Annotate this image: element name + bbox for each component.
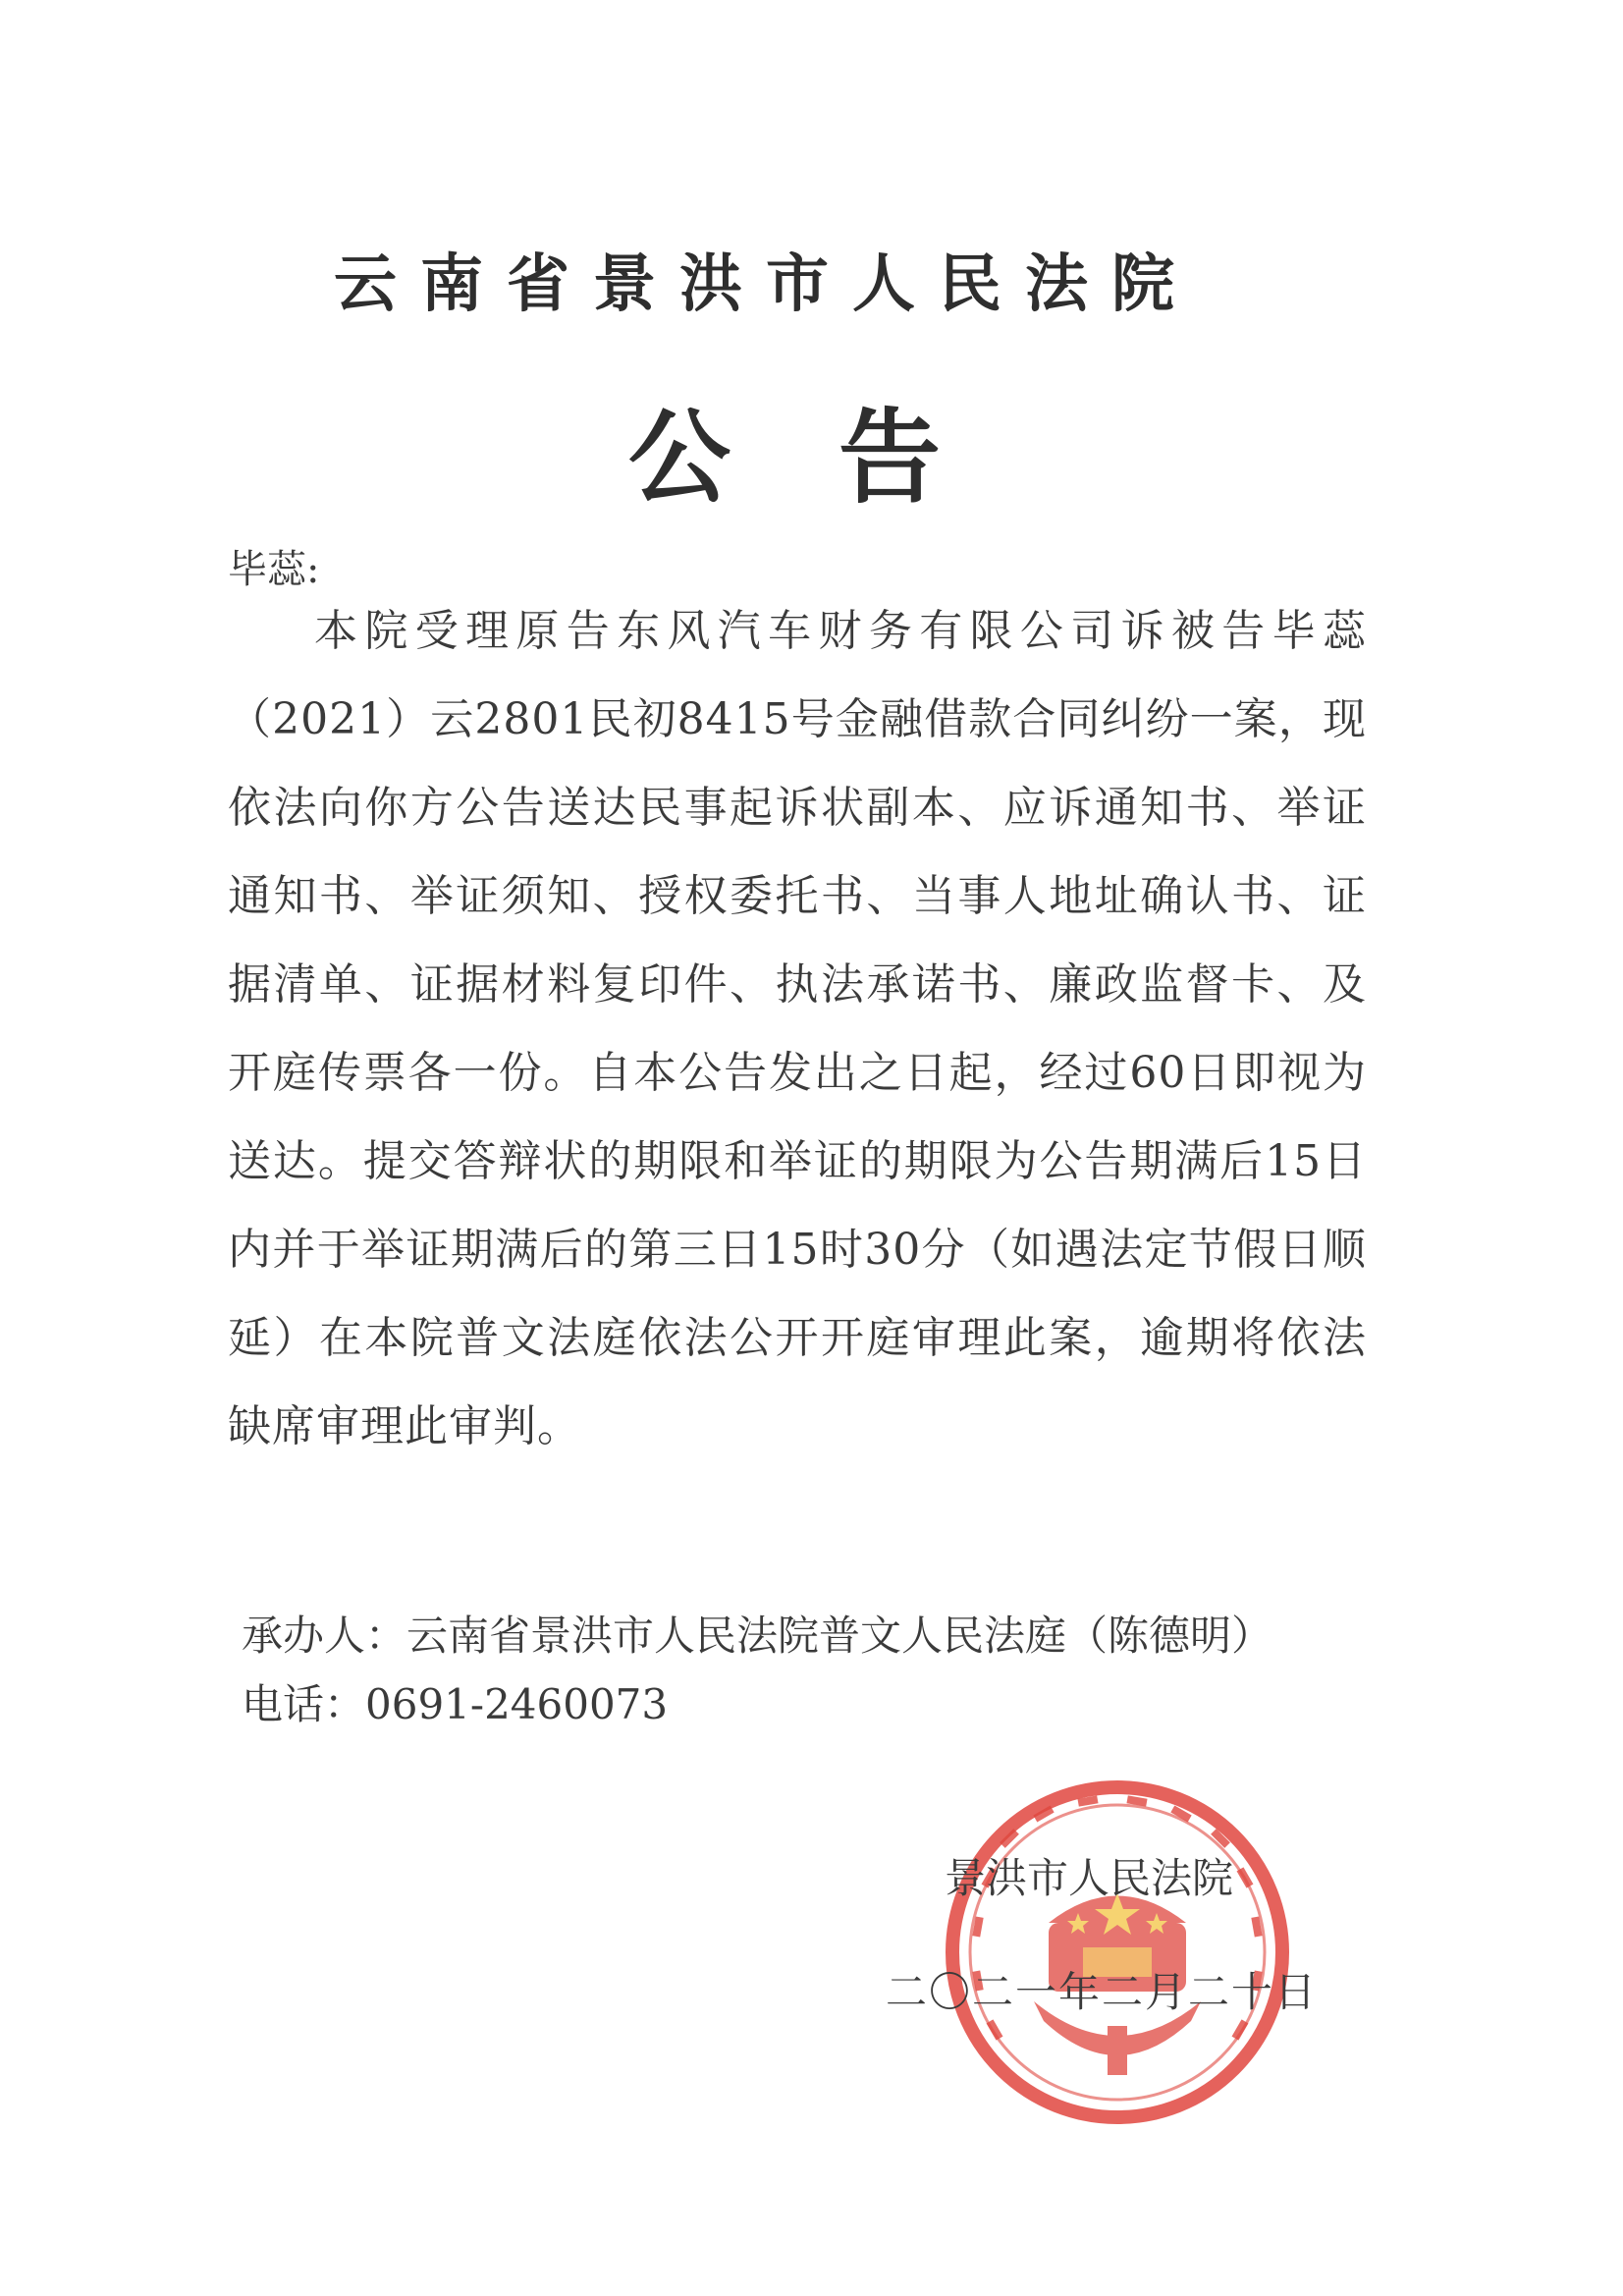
notice-body — [228, 587, 1367, 1471]
addressee: 毕蕊: — [228, 547, 320, 592]
court-name: 云南省景洪市人民法院 — [334, 247, 1198, 321]
handler-line: 承办人：云南省景洪市人民法院普文人民法庭（陈德明） — [242, 1612, 1273, 1660]
notice-body-paragraph: 本院受理原告东风汽车财务有限公司诉被告毕蕊（2021）云2801民初8415号金融借款合同纠纷一案，现依法向你方公告送达民事起诉状副本、应诉通知书、举证通知书、举证须知、授权委托书、当事人地址确认书、证据清单、证据材料复印件、执法承诺书、廉政监督卡、及开庭传票各一份。自本公告发出之日起，经过60日即视为送达。提交答辩状的期限和举证的期限为公告期满后15日内并于举证期满后的第三日15时30分（如遇法定节假日顺延）在本院普文法庭依法公开开庭审理此案，逾期将依法缺席审理此审判。 — [228, 606, 1367, 1451]
signature-organization: 景洪市人民法院 — [945, 1854, 1234, 1902]
national-emblem-seal-icon — [941, 1776, 1294, 2129]
phone-line: 电话：0691-2460073 — [242, 1680, 669, 1728]
document-title: 公告 — [628, 397, 1050, 518]
signature-date: 二〇二一年二月二十日 — [886, 1968, 1319, 2016]
